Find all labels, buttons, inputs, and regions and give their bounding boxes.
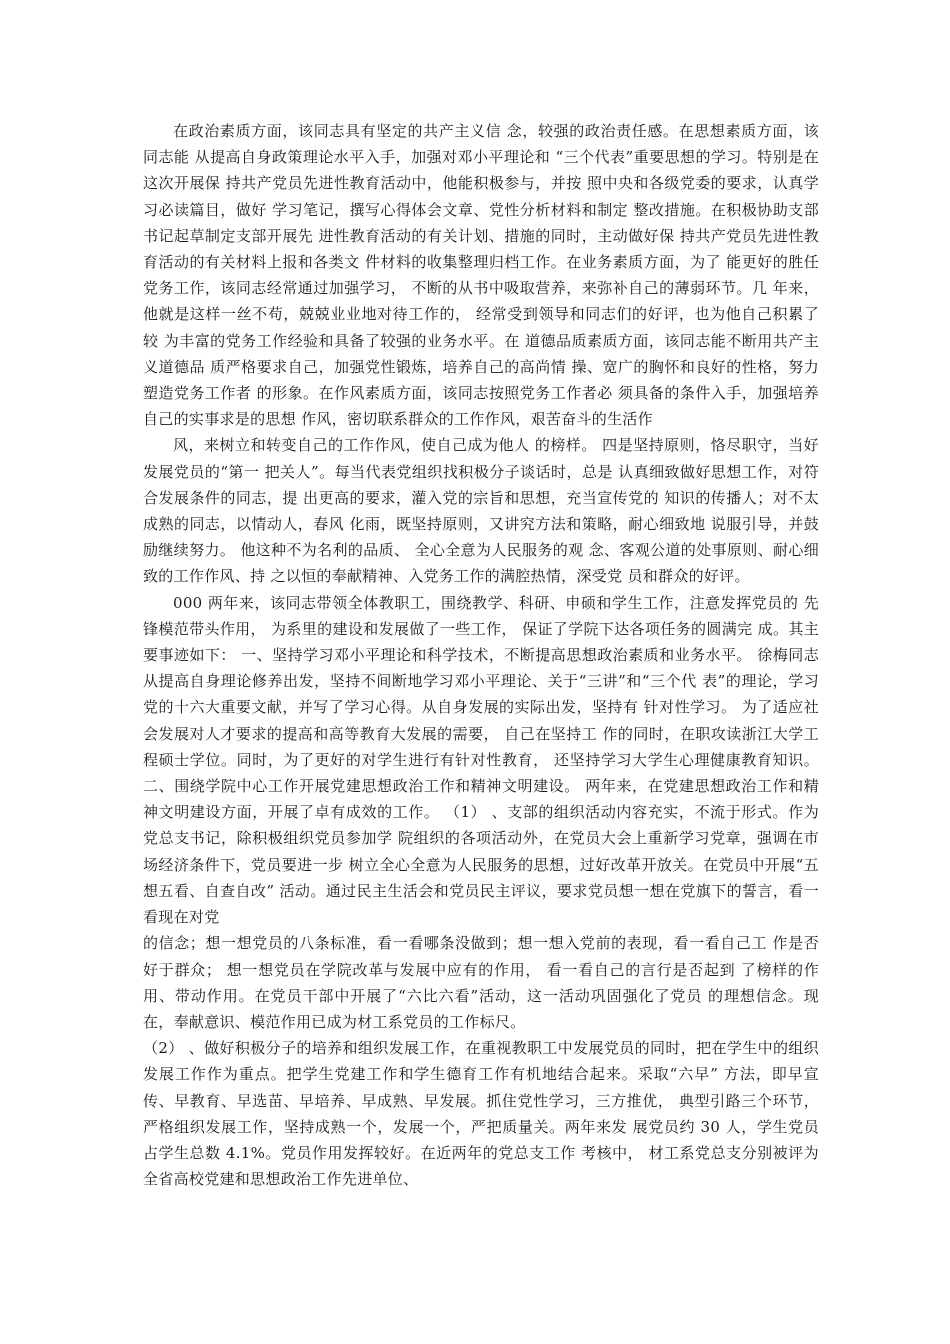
paragraph-party-belief: 的信念；想一想党员的八条标准，看一看哪条没做到；想一想入党前的表现，看一看自己工 作是否好于群众； 想一想党员在学院改革与发展中应有的作用， 看一看自己的言行是否起到 了榜样的作用、带动作用。在党员干部中开展了“六比六看”活动，这一活动巩固强化了党员 的理想信念。现在，奉献意识、模范作用已成为材工系党员的工作标尺。 bbox=[143, 934, 819, 1031]
paragraph-work-style: 风，来树立和转变自己的工作作风，使自己成为他人 的榜样。 四是坚持原则，恪尽职守，当好发展党员的“第一 把关人”。每当代表党组织找积极分子谈话时，总是 认真细致做好思想工作，对符合发展条件的同志，提 出更高的要求，灌入党的宗旨和思想，充当宣传党的 知识的传播人；对不太成熟的同志，以情动人，春风 化雨，既坚持原则，又讲究方法和策略，耐心细致地 说服引导，并鼓励继续努力。 他这种不为名利的品质、 全心全意为人民服务的观 念、客观公道的处事原则、耐心细致的工作作风、持 之以恒的奉献精神、入党务工作的满腔热情，深受党 员和群众的好评。 bbox=[143, 436, 819, 586]
document-body bbox=[143, 118, 819, 1192]
paragraph-political-quality: 在政治素质方面，该同志具有坚定的共产主义信 念，较强的政治责任感。在思想素质方面，该同志能 从提高自身政策理论水平入手，加强对邓小平理论和 “三个代表”重要思想的学习。特别是在这次开展保 持共产党员先进性教育活动中，他能积极参与，并按 照中央和各级党委的要求，认真学习必读篇目，做好 学习笔记，撰写心得体会文章、党性分析材料和制定 整改措施。在积极协助支部书记起草制定支部开展先 进性教育活动的有关计划、措施的同时，主动做好保 持共产党员先进性教育活动的有关材料上报和各类文 件材料的收集整理归档工作。在业务素质方面，为了 能更好的胜任党务工作，该同志经常通过加强学习， 不断的从书中吸取营养，来弥补自己的薄弱环节。几 年来， 他就是这样一丝不苟，兢兢业业地对待工作的， 经常受到领导和同志们的好评，也为他自己积累了较 为丰富的党务工作经验和具备了较强的业务水平。在 道德品质素质方面，该同志能不断用共产主义道德品 质严格要求自己，加强党性锻炼，培养自己的高尚情 操、宽广的胸怀和良好的性格，努力塑造党务工作者 的形象。在作风素质方面，该同志按照党务工作者必 须具备的条件入手，加强培养自己的实事求是的思想 作风，密切联系群众的工作作风，艰苦奋斗的生活作 bbox=[143, 122, 819, 429]
paragraph-achievements: 000 两年来，该同志带领全体教职工，围绕教学、科研、申硕和学生工作，注意发挥党员的 先锋模范带头作用， 为系里的建设和发展做了一些工作， 保证了学院下达各项任务的圆满完 成。其主要事迹如下： 一、坚持学习邓小平理论和科学技术，不断提高思想政治素质和业务水平。 徐梅同志从提高自身理论修养出发，坚持不间断地学习邓小平理论、关于“三讲”和“三个代 表”的理论，学习党的十六大重要文献，并写了学习心得。从自身发展的实际出发，坚持有 针对性学习。 为了适应社会发展对人才要求的提高和高等教育大发展的需要， 自己在坚持工 作的同时，在职攻读浙江大学工程硕士学位。同时，为了更好的对学生进行有针对性教育， 还坚持学习大学生心理健康教育知识。 二、围绕学院中心工作开展党建思想政治工作和精神文明建设。 两年来，在党建思想政治工作和精神文明建设方面，开展了卓有成效的工作。 （1） 、支部的组织活动内容充实，不流于形式。作为党总支书记，除积极组织党员参加学 院组织的各项活动外，在党员大会上重新学习党章，强调在市场经济条件下，党员要进一步 树立全心全意为人民服务的思想，过好改革开放关。在党员中开展“五想五看、自查自改” 活动。通过民主生活会和党员民主评议，要求党员想一想在党旗下的誓言，看一看现在对党 bbox=[143, 593, 819, 927]
paragraph-member-development: （2） 、做好积极分子的培养和组织发展工作，在重视教职工中发展党员的同时，把在学生中的组织发展工作作为重点。把学生党建工作和学生德育工作有机地结合起来。采取“六早” 方法，即早宣传、早教育、早选苗、早培养、早成熟、早发展。抓住党性学习，三方推优， 典型引路三个环节，严格组织发展工作，坚持成熟一个，发展一个，严把质量关。两年来发 展党员约 30 人，学生党员占学生总数 4.1%。党员作用发挥较好。在近两年的党总支工作 考核中， 材工系党总支分别被评为全省高校党建和思想政治工作先进单位、 bbox=[143, 1039, 819, 1189]
